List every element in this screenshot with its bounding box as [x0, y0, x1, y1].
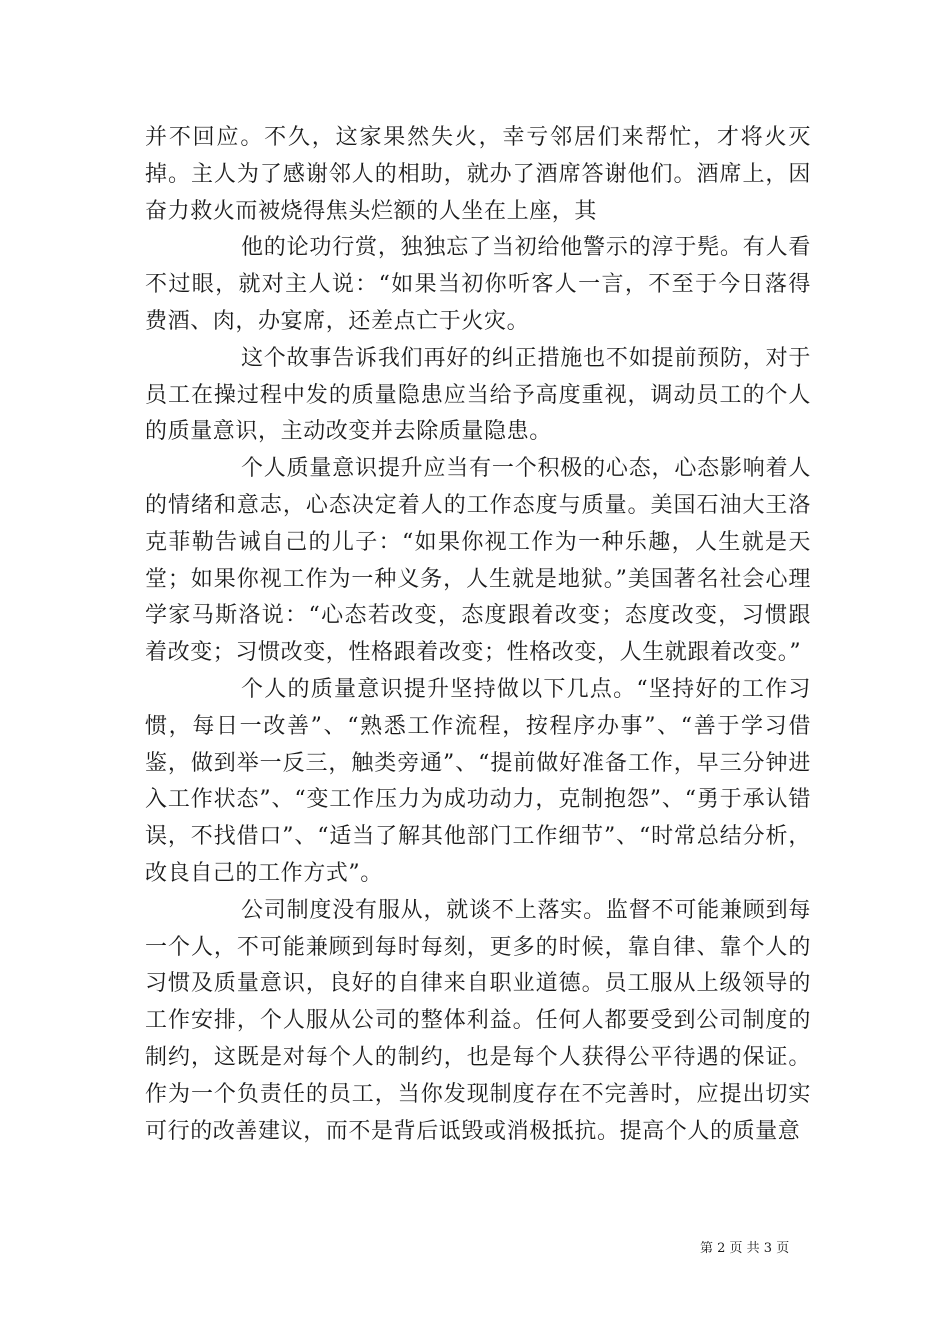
paragraph-6: 公司制度没有服从，就谈不上落实。监督不可能兼顾到每一个人，不可能兼顾到每时每刻，更多的时候，靠自律、靠个人的习惯及质量意识，良好的自律来自职业道德。员工服从上级领导的工作安排，个人服从公司的整体利益。任何人都要受到公司制度的制约，这既是对每个人的制约，也是每个人获得公平待遇的保证。作为一个负责任的员工，当你发现制度存在不完善时，应提出切实可行的改善建议，而不是背后诋毁或消极抵抗。提高个人的质量意	[145, 897, 811, 1144]
paragraph-4: 个人质量意识提升应当有一个积极的心态，心态影响着人的情绪和意志，心态决定着人的工作态度与质量。美国石油大王洛克菲勒告诫自己的儿子：“如果你视工作为一种乐趣，人生就是天堂；如果你视工作为一种义务，人生就是地狱。”美国著名社会心理学家马斯洛说：“心态若改变，态度跟着改变；态度改变，习惯跟着改变；习惯改变，性格跟着改变；性格改变，人生就跟着改变。”	[145, 456, 811, 666]
paragraph-1: 并不回应。不久，这家果然失火，幸亏邻居们来帮忙，才将火灭掉。主人为了感谢邻人的相助，就办了酒席答谢他们。酒席上，因奋力救火而被烧得焦头烂额的人坐在上座，其	[145, 125, 811, 224]
document-body	[145, 120, 811, 1150]
paragraph-5: 个人的质量意识提升坚持做以下几点。“坚持好的工作习惯，每日一改善”、“熟悉工作流程，按程序办事”、“善于学习借鉴，做到举一反三，触类旁通”、“提前做好准备工作，早三分钟进入工作状态”、“变工作压力为成功动力，克制抱怨”、“勇于承认错误，不找借口”、“适当了解其他部门工作细节”、“时常总结分析，改良自己的工作方式”。	[145, 676, 811, 886]
paragraph-3: 这个故事告诉我们再好的纠正措施也不如提前预防，对于员工在操过程中发的质量隐患应当给予高度重视，调动员工的个人的质量意识，主动改变并去除质量隐患。	[145, 345, 811, 445]
page-number-footer: 第 2 页 共 3 页	[700, 1241, 790, 1256]
paragraph-2: 他的论功行赏，独独忘了当初给他警示的淳于髡。有人看不过眼，就对主人说：“如果当初你听客人一言，不至于今日落得费酒、肉，办宴席，还差点亡于火灾。	[145, 235, 811, 334]
